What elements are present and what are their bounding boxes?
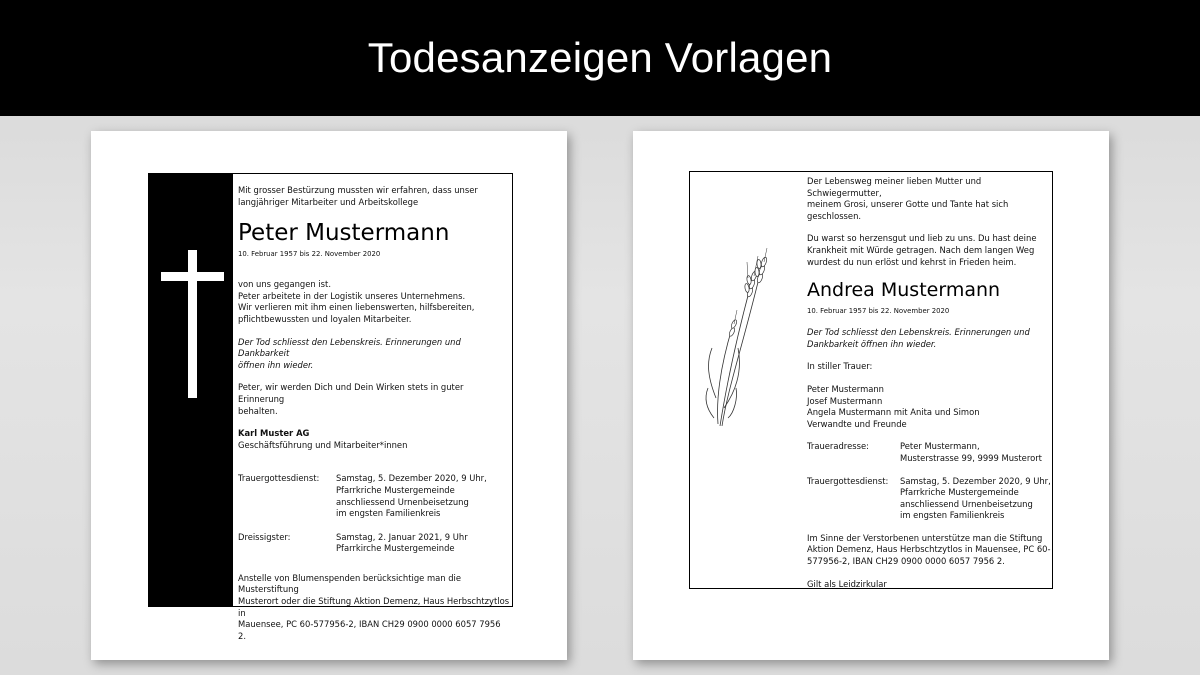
service-info: Trauergottesdienst: Samstag, 5. Dezember 2020, 9 Uhr, Pfarrkriche Mustergemeinde anschliessend Urnenbeisetzung im engsten Familienkreis [238,473,487,519]
template-card-right[interactable] [633,131,1109,660]
notice-content [238,185,510,653]
farewell-text: Peter, wir werden Dich und Dein Wirken stets in guter Erinnerung behalten. [238,382,464,416]
life-dates: 10. Februar 1957 bis 22. November 2020 [238,250,381,259]
intro-text: Der Lebensweg meiner lieben Mutter und Schwiegermutter, meinem Grosi, unserer Gotte und Tante hat sich geschlossen. [807,176,1009,221]
intro-text: Mit grosser Bestürzung mussten wir erfahren, dass unser langjähriger Mitarbeiter und Arbeitskollege [238,185,478,207]
intro-text-2: Du warst so herzensgut und lieb zu uns. Du hast deine Krankheit mit Würde getragen. Nach dem langen Weg wurdest du nun erlöst und kehrst in Frieden heim. [807,233,1037,267]
company-signature: Karl Muster AG Geschäftsführung und Mitarbeiter*innen [238,428,408,450]
cross-icon-bar [161,272,224,281]
title-banner [0,0,1200,116]
deceased-name: Peter Mustermann [238,220,450,247]
thirtieth-day-info: Dreissigster: Samstag, 2. Januar 2021, 9 Uhr Pfarrkirche Mustergemeinde [238,531,468,554]
page-title: Todesanzeigen Vorlagen [367,34,833,81]
donation-text: Anstelle von Blumenspenden berücksichtige man die Musterstiftung Musterort oder die Stiftung Aktion Demenz, Haus Herbschtzytlos in Mauensee, PC 60-577956-2, IBAN CH29 0900 0000 6057 7956 2. [238,572,510,641]
quote-text: Der Tod schliesst den Lebenskreis. Erinnerungen und Dankbarkeit öffnen ihn wieder. [807,327,1030,349]
wheat-icon [698,248,768,428]
notice-content [807,176,1051,601]
closing-text: Gilt als Leidzirkular [807,578,887,589]
body-text: von uns gegangen ist. Peter arbeitete in der Logistik unseres Unternehmens. Wir verlieren mit ihm einen liebenswerten, hilfsbereiten, pflichtbewussten und loyalen Mitarbeiter. [238,279,475,324]
deceased-name: Andrea Mustermann [807,279,1001,302]
black-band [149,174,233,606]
obituary-notice-right [689,171,1053,589]
service-info: Trauergottesdienst: Samstag, 5. Dezember 2020, 9 Uhr, Pfarrkriche Mustergemeinde anschliessend Urnenbeisetzung im engsten Familienkreis [807,475,1051,521]
mourning-label: In stiller Trauer: [807,361,873,372]
obituary-notice-left [148,173,513,641]
address-info: Traueradresse: Peter Mustermann, Musterstrasse 99, 9999 Musterort [807,441,1042,463]
template-card-left[interactable] [91,131,567,660]
quote-text: Der Tod schliesst den Lebenskreis. Erinnerungen und Dankbarkeit öffnen ihn wieder. [238,336,461,370]
life-dates: 10. Februar 1957 bis 22. November 2020 [807,307,950,316]
mourners-list: Peter Mustermann Josef Mustermann Angela Mustermann mit Anita und Simon Verwandte und Freunde [807,383,980,429]
donation-text: Im Sinne der Verstorbenen unterstütze man die Stiftung Aktion Demenz, Haus Herbschtzytlos in Mauensee, PC 60- 577956-2, IBAN CH29 0900 0000 6057 7956 2. [807,532,1051,567]
